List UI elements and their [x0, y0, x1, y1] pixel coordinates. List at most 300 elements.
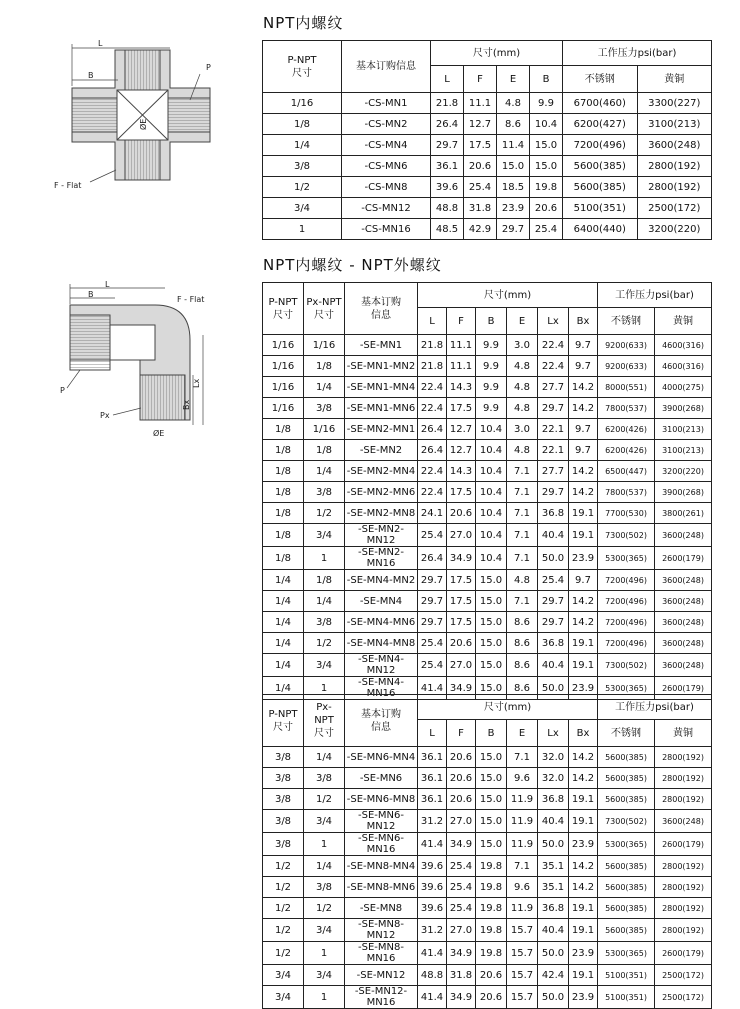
table-cell: 8.6	[507, 654, 538, 677]
table-cell: 21.8	[418, 335, 447, 356]
table-cell: 3600(248)	[655, 570, 712, 591]
table-cell: 1/4	[304, 747, 345, 768]
col-header-brass: 黄铜	[637, 66, 712, 93]
table-cell: 39.6	[418, 856, 447, 877]
table-cell: 7.1	[507, 856, 538, 877]
table-cell: 3900(268)	[655, 482, 712, 503]
table-cell: 23.9	[569, 942, 598, 965]
table-cell: 2500(172)	[655, 986, 712, 1009]
table-cell: 3600(248)	[637, 135, 712, 156]
table-cell: 9200(633)	[598, 335, 655, 356]
table-row	[263, 177, 712, 198]
table-cell: 2800(192)	[655, 747, 712, 768]
table-cell: -SE-MN4-MN2	[345, 570, 418, 591]
table-cell: 7700(530)	[598, 503, 655, 524]
table-cell: 21.8	[431, 93, 464, 114]
table-cell: 1/16	[263, 377, 304, 398]
table-cell: 23.9	[569, 833, 598, 856]
table-cell: -SE-MN4-MN6	[345, 612, 418, 633]
table-cell: 1	[263, 219, 342, 240]
table-cell: 3/8	[304, 482, 345, 503]
table-cell: 7300(502)	[598, 810, 655, 833]
table-cell: 1/4	[263, 633, 304, 654]
table-cell: 3/4	[304, 810, 345, 833]
dim-label-F: F - Flat	[54, 181, 82, 190]
table-cell: 22.1	[538, 440, 569, 461]
col-header-pressure: 工作压力psi(bar)	[563, 41, 712, 66]
table-cell: 5600(385)	[598, 919, 655, 942]
t2-header-brass: 黄铜	[655, 308, 712, 335]
table-cell: 19.8	[476, 856, 507, 877]
table-cell: 2800(192)	[655, 768, 712, 789]
t3-header-Lx: Lx	[538, 720, 569, 747]
table-cell: 1/2	[304, 898, 345, 919]
table-cell: 8.6	[507, 633, 538, 654]
table-cell: -SE-MN2-MN8	[345, 503, 418, 524]
table-cell: 6200(427)	[563, 114, 638, 135]
cross-fitting-diagram	[50, 30, 230, 210]
table-cell: 31.2	[418, 919, 447, 942]
table-cell: 2800(192)	[655, 898, 712, 919]
table-cell: 14.2	[569, 612, 598, 633]
table-row	[263, 942, 712, 965]
table-row	[263, 591, 712, 612]
t3-header-ss: 不锈钢	[598, 720, 655, 747]
table-cell: 36.1	[418, 768, 447, 789]
table-cell: -SE-MN6-MN16	[345, 833, 418, 856]
t3-header-p: P-NPT 尺寸	[263, 695, 304, 747]
table-cell: 9.9	[476, 356, 507, 377]
table-cell: 3600(248)	[655, 810, 712, 833]
table-cell: 9.9	[476, 398, 507, 419]
table-cell: 34.9	[447, 833, 476, 856]
table-cell: -SE-MN6-MN4	[345, 747, 418, 768]
table-cell: 22.4	[538, 335, 569, 356]
table-row	[263, 747, 712, 768]
table-cell: 9.9	[530, 93, 563, 114]
table-row	[263, 570, 712, 591]
table-cell: 41.4	[418, 833, 447, 856]
table-cell: 14.2	[569, 461, 598, 482]
table-cell: 19.1	[569, 965, 598, 986]
table-cell: 9.6	[507, 877, 538, 898]
t2-header-p: P-NPT 尺寸	[263, 283, 304, 335]
table-cell: 1/8	[263, 482, 304, 503]
table-cell: 9.7	[569, 335, 598, 356]
table-row	[263, 377, 712, 398]
table-cell: 39.6	[418, 877, 447, 898]
t2-header-dims: 尺寸(mm)	[418, 283, 598, 308]
table-cell: 34.9	[447, 986, 476, 1009]
table-cell: 2600(179)	[655, 833, 712, 856]
t2-header-L: L	[418, 308, 447, 335]
table-cell: 3/8	[304, 877, 345, 898]
table-cell: -SE-MN6	[345, 768, 418, 789]
table-cell: 1/2	[263, 898, 304, 919]
table-cell: 9.9	[476, 377, 507, 398]
table-cell: 25.4	[418, 524, 447, 547]
table-cell: 3/4	[304, 524, 345, 547]
table-cell: 26.4	[418, 547, 447, 570]
table-cell: 25.4	[418, 654, 447, 677]
table-cell: 19.1	[569, 789, 598, 810]
table-cell: 50.0	[538, 547, 569, 570]
t3-header-order: 基本订购 信息	[345, 695, 418, 747]
table-row	[263, 547, 712, 570]
elbow-spec-table-1	[262, 282, 712, 700]
table-cell: 3100(213)	[655, 440, 712, 461]
table-cell: -SE-MN12	[345, 965, 418, 986]
table-cell: 11.4	[497, 135, 530, 156]
table-cell: 23.9	[569, 547, 598, 570]
table-cell: 17.5	[447, 612, 476, 633]
table-cell: 20.6	[447, 747, 476, 768]
table-cell: 19.8	[476, 898, 507, 919]
table-cell: 20.6	[447, 503, 476, 524]
table-cell: -SE-MN6-MN8	[345, 789, 418, 810]
t2-header-E: E	[507, 308, 538, 335]
t3-header-dims: 尺寸(mm)	[418, 695, 598, 720]
table-cell: 2500(172)	[655, 965, 712, 986]
table-row	[263, 440, 712, 461]
elbow-label-L: L	[105, 280, 110, 289]
table-row	[263, 898, 712, 919]
table-cell: 1/4	[263, 677, 304, 700]
table-cell: 7.1	[507, 547, 538, 570]
table-cell: 6400(440)	[563, 219, 638, 240]
table-cell: 1/8	[263, 524, 304, 547]
table-cell: -SE-MN6-MN12	[345, 810, 418, 833]
table-cell: 1/2	[263, 177, 342, 198]
table-cell: 11.1	[447, 335, 476, 356]
table-cell: 42.9	[464, 219, 497, 240]
table-cell: 1/8	[263, 547, 304, 570]
dim-label-P: P	[206, 63, 211, 72]
table-cell: 14.2	[569, 747, 598, 768]
table-cell: 3600(248)	[655, 633, 712, 654]
table-cell: 4.8	[497, 93, 530, 114]
t3-header-Bx: Bx	[569, 720, 598, 747]
table-cell: 41.4	[418, 986, 447, 1009]
table-cell: 15.0	[476, 768, 507, 789]
t2-header-F: F	[447, 308, 476, 335]
table-cell: 3600(248)	[655, 591, 712, 612]
table-row	[263, 461, 712, 482]
table-cell: 39.6	[431, 177, 464, 198]
table-cell: 1/16	[263, 398, 304, 419]
table-cell: 3200(220)	[655, 461, 712, 482]
table-cell: 2800(192)	[637, 177, 712, 198]
table-cell: 15.0	[476, 654, 507, 677]
t2-header-Lx: Lx	[538, 308, 569, 335]
table-cell: -CS-MN12	[342, 198, 431, 219]
elbow-spec-table-2	[262, 694, 712, 1009]
t2-header-order: 基本订购 信息	[345, 283, 418, 335]
table-cell: 5100(351)	[598, 986, 655, 1009]
table-cell: 5300(365)	[598, 547, 655, 570]
street-elbow-diagram	[55, 280, 215, 450]
table-cell: 1/16	[304, 335, 345, 356]
table-cell: 8.6	[507, 612, 538, 633]
col-header-ss: 不锈钢	[563, 66, 638, 93]
table-cell: 12.7	[464, 114, 497, 135]
table-row	[263, 219, 712, 240]
table-cell: 9.7	[569, 419, 598, 440]
table-cell: 15.0	[476, 677, 507, 700]
table-cell: 15.0	[497, 156, 530, 177]
table-cell: -CS-MN16	[342, 219, 431, 240]
table-cell: 29.7	[538, 591, 569, 612]
table-cell: 22.4	[418, 482, 447, 503]
table-cell: 1/2	[304, 503, 345, 524]
table-cell: 27.7	[538, 377, 569, 398]
table-cell: -SE-MN8-MN16	[345, 942, 418, 965]
table-cell: 1/4	[304, 591, 345, 612]
table-cell: 6200(426)	[598, 440, 655, 461]
table-cell: 29.7	[538, 398, 569, 419]
table-cell: 17.5	[447, 482, 476, 503]
t3-header-px: Px- NPT 尺寸	[304, 695, 345, 747]
table-cell: 3600(248)	[655, 524, 712, 547]
table-cell: 40.4	[538, 524, 569, 547]
table-cell: 5600(385)	[598, 747, 655, 768]
table-cell: 1/4	[304, 461, 345, 482]
table-cell: 7.1	[507, 461, 538, 482]
col-header-F: F	[464, 66, 497, 93]
table-row	[263, 398, 712, 419]
table-cell: 1/2	[304, 633, 345, 654]
table-cell: 50.0	[538, 986, 569, 1009]
table-cell: 1/16	[263, 335, 304, 356]
table-cell: 36.8	[538, 633, 569, 654]
table-cell: -SE-MN2-MN12	[345, 524, 418, 547]
table-cell: 3/8	[263, 789, 304, 810]
elbow-label-F: F - Flat	[177, 295, 205, 304]
table-cell: 1/16	[263, 93, 342, 114]
table-cell: 15.0	[476, 833, 507, 856]
table-cell: 4.8	[507, 440, 538, 461]
table-row	[263, 482, 712, 503]
table-cell: -SE-MN8	[345, 898, 418, 919]
table-cell: 7300(502)	[598, 654, 655, 677]
table-cell: -CS-MN8	[342, 177, 431, 198]
table-cell: 7.1	[507, 747, 538, 768]
table-row	[263, 633, 712, 654]
table-cell: 34.9	[447, 677, 476, 700]
table-row	[263, 612, 712, 633]
table-cell: 15.0	[530, 135, 563, 156]
table-cell: 23.9	[497, 198, 530, 219]
col-header-L: L	[431, 66, 464, 93]
table-cell: 27.0	[447, 919, 476, 942]
table-cell: 3/8	[263, 156, 342, 177]
t3-header-L: L	[418, 720, 447, 747]
table-cell: 15.7	[507, 919, 538, 942]
table-cell: 4.8	[507, 377, 538, 398]
table-cell: 7.1	[507, 503, 538, 524]
table-cell: 3/4	[304, 965, 345, 986]
table-cell: 9.6	[507, 768, 538, 789]
table-cell: 48.8	[418, 965, 447, 986]
table-cell: 1	[304, 547, 345, 570]
table-cell: 1	[304, 677, 345, 700]
table-cell: 14.3	[447, 461, 476, 482]
table-row	[263, 789, 712, 810]
table-cell: 1/8	[304, 440, 345, 461]
table-cell: 27.0	[447, 810, 476, 833]
table-cell: 5600(385)	[598, 877, 655, 898]
table-cell: 7200(496)	[563, 135, 638, 156]
table-cell: 25.4	[447, 856, 476, 877]
table-row	[263, 986, 712, 1009]
table-cell: -SE-MN8-MN6	[345, 877, 418, 898]
table-cell: 29.7	[497, 219, 530, 240]
table-cell: -SE-MN8-MN12	[345, 919, 418, 942]
table-row	[263, 524, 712, 547]
table-row	[263, 965, 712, 986]
table-cell: 14.3	[447, 377, 476, 398]
table-cell: 29.7	[538, 482, 569, 503]
table-cell: 15.0	[476, 747, 507, 768]
table-cell: 15.0	[476, 789, 507, 810]
table-cell: 5600(385)	[598, 898, 655, 919]
table-cell: 4000(275)	[655, 377, 712, 398]
table-cell: 41.4	[418, 942, 447, 965]
table-cell: 20.6	[464, 156, 497, 177]
table-cell: 50.0	[538, 833, 569, 856]
table-cell: 48.8	[431, 198, 464, 219]
table-cell: -SE-MN2	[345, 440, 418, 461]
table-cell: 2800(192)	[637, 156, 712, 177]
table-cell: 20.6	[476, 986, 507, 1009]
table-cell: 14.2	[569, 482, 598, 503]
section-title-elbow: NPT内螺纹 - NPT外螺纹	[263, 256, 442, 274]
table-cell: 8000(551)	[598, 377, 655, 398]
table-cell: -CS-MN1	[342, 93, 431, 114]
table-cell: 25.4	[447, 877, 476, 898]
table-cell: 2600(179)	[655, 547, 712, 570]
table-cell: 19.8	[476, 942, 507, 965]
col-header-dims: 尺寸(mm)	[431, 41, 563, 66]
table-cell: 3900(268)	[655, 398, 712, 419]
col-header-order: 基本订购信息	[342, 41, 431, 93]
table-cell: 19.1	[569, 810, 598, 833]
table-cell: 19.8	[476, 919, 507, 942]
table-cell: 15.7	[507, 986, 538, 1009]
table-cell: 23.9	[569, 677, 598, 700]
table-cell: 15.0	[476, 633, 507, 654]
table-cell: 36.1	[418, 789, 447, 810]
table-cell: 36.1	[418, 747, 447, 768]
table-cell: 11.9	[507, 898, 538, 919]
table-cell: 10.4	[476, 440, 507, 461]
table-cell: 25.4	[464, 177, 497, 198]
table-row	[263, 877, 712, 898]
table-cell: 36.8	[538, 789, 569, 810]
table-cell: 14.2	[569, 877, 598, 898]
table-cell: 1/4	[263, 612, 304, 633]
t3-header-brass: 黄铜	[655, 720, 712, 747]
table-cell: 40.4	[538, 919, 569, 942]
table-cell: -SE-MN4-MN16	[345, 677, 418, 700]
table-cell: 1	[304, 986, 345, 1009]
table-cell: -SE-MN4	[345, 591, 418, 612]
table-cell: 9200(633)	[598, 356, 655, 377]
table-cell: 10.4	[530, 114, 563, 135]
elbow-label-Lx: Lx	[192, 378, 201, 388]
table-cell: 1/8	[304, 356, 345, 377]
dim-label-B: B	[88, 71, 94, 80]
table-cell: 10.4	[476, 524, 507, 547]
table-cell: 1/2	[263, 942, 304, 965]
table-cell: 7300(502)	[598, 524, 655, 547]
table-cell: 7200(496)	[598, 612, 655, 633]
table-cell: 6700(460)	[563, 93, 638, 114]
table-cell: 3200(220)	[637, 219, 712, 240]
table-row	[263, 419, 712, 440]
table-cell: 5300(365)	[598, 833, 655, 856]
table-cell: 3/4	[263, 986, 304, 1009]
table-cell: 19.1	[569, 503, 598, 524]
table-cell: 4600(316)	[655, 335, 712, 356]
table-cell: 29.7	[538, 612, 569, 633]
table-cell: 1	[304, 833, 345, 856]
table-cell: 35.1	[538, 877, 569, 898]
table-cell: -SE-MN12-MN16	[345, 986, 418, 1009]
table-cell: 22.1	[538, 419, 569, 440]
elbow-label-Px: Px	[100, 411, 110, 420]
table-cell: 29.7	[418, 612, 447, 633]
t2-header-B: B	[476, 308, 507, 335]
col-header-E: E	[497, 66, 530, 93]
table-cell: 19.1	[569, 633, 598, 654]
table-cell: -CS-MN2	[342, 114, 431, 135]
table-cell: 25.4	[530, 219, 563, 240]
table-cell: 5100(351)	[563, 198, 638, 219]
table-cell: 1/4	[263, 591, 304, 612]
table-cell: 8.6	[507, 677, 538, 700]
table-cell: 7200(496)	[598, 591, 655, 612]
table-cell: 19.1	[569, 524, 598, 547]
t3-header-E: E	[507, 720, 538, 747]
table-cell: 1/16	[304, 419, 345, 440]
t3-header-B: B	[476, 720, 507, 747]
table-cell: 4600(316)	[655, 356, 712, 377]
table-cell: 15.7	[507, 965, 538, 986]
table-cell: 36.8	[538, 503, 569, 524]
table-cell: 36.8	[538, 898, 569, 919]
col-header-size: P-NPT 尺寸	[263, 41, 342, 93]
table-cell: 48.5	[431, 219, 464, 240]
table-cell: 14.2	[569, 856, 598, 877]
table-cell: 15.0	[530, 156, 563, 177]
table-cell: -SE-MN1-MN4	[345, 377, 418, 398]
t2-header-px: Px-NPT 尺寸	[304, 283, 345, 335]
table-cell: 7200(496)	[598, 570, 655, 591]
table-cell: 20.6	[476, 965, 507, 986]
table-cell: 3/4	[263, 965, 304, 986]
table-cell: 3100(213)	[637, 114, 712, 135]
table-cell: -SE-MN1-MN6	[345, 398, 418, 419]
table-cell: 31.8	[464, 198, 497, 219]
table-cell: 3/4	[304, 654, 345, 677]
table-cell: 2500(172)	[637, 198, 712, 219]
table-cell: 7800(537)	[598, 482, 655, 503]
table-cell: 35.1	[538, 856, 569, 877]
table-cell: 9.7	[569, 356, 598, 377]
col-header-B: B	[530, 66, 563, 93]
table-cell: 19.1	[569, 919, 598, 942]
